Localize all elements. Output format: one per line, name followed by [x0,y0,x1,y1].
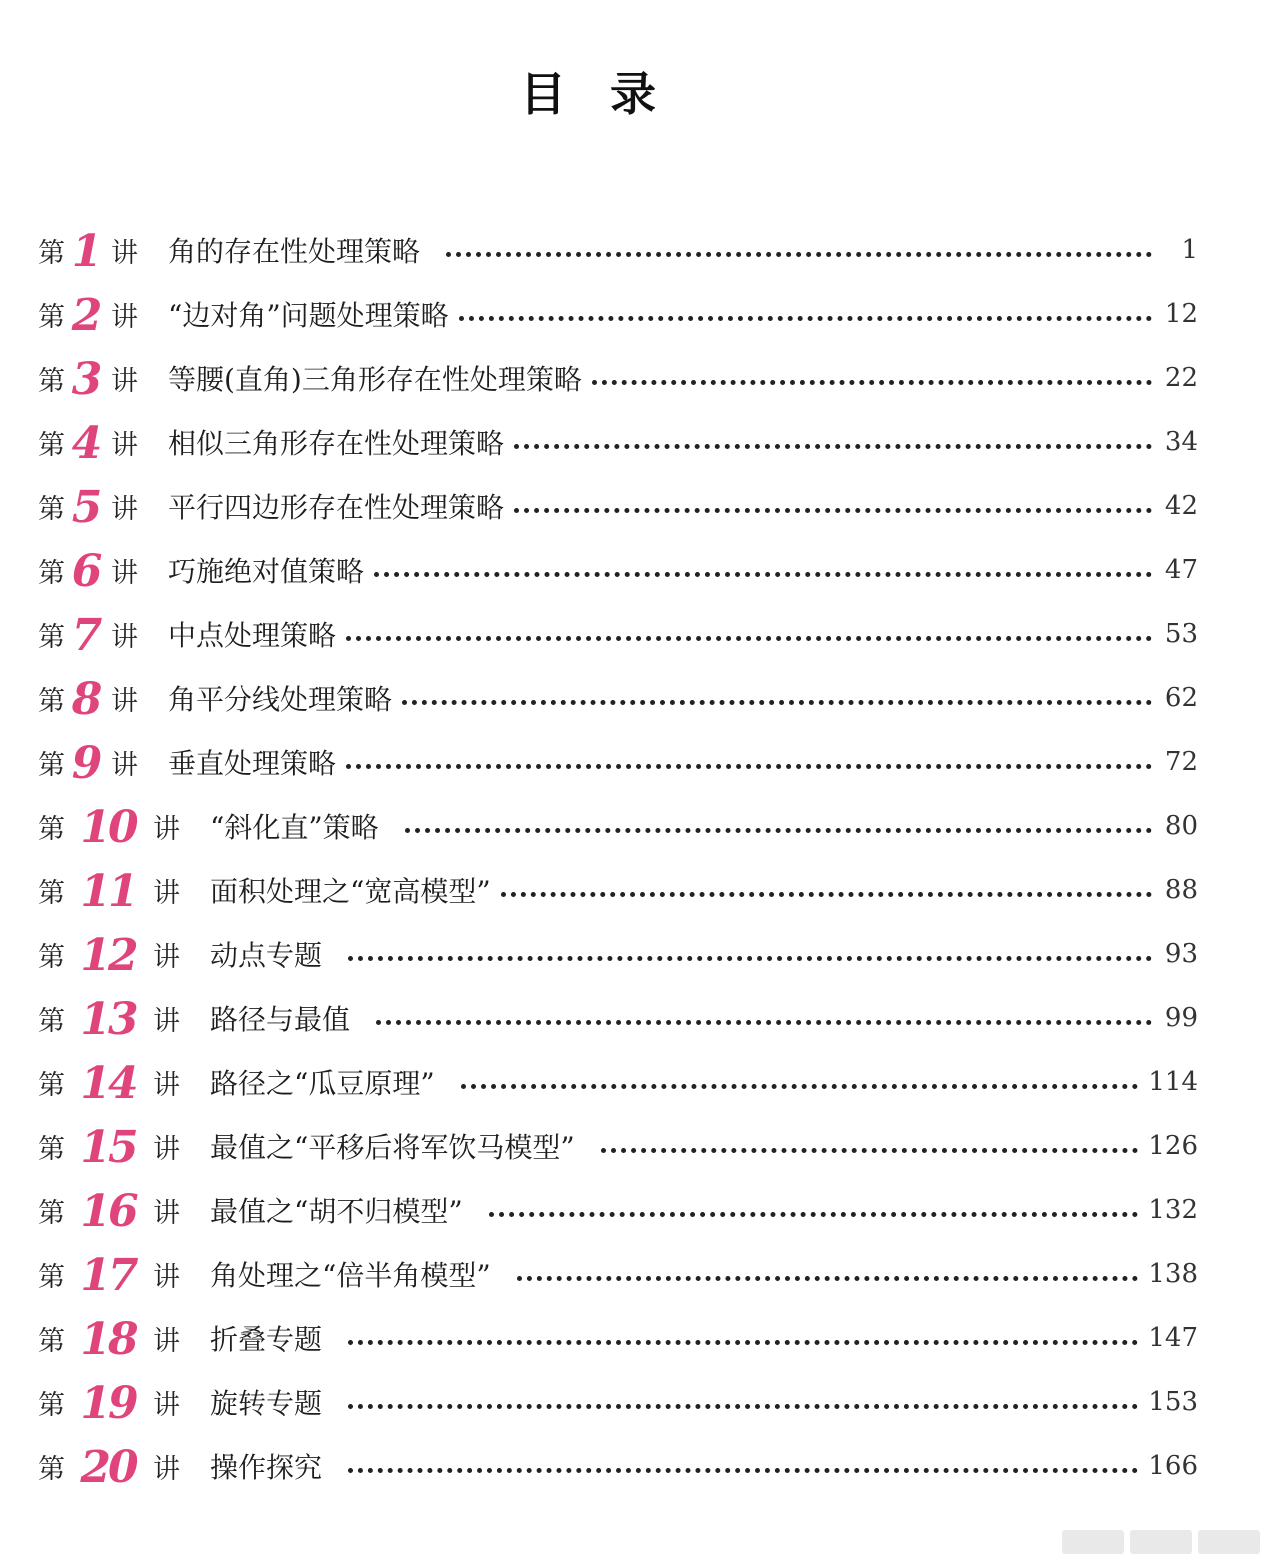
lecture-prefix: 第 [38,237,65,269]
toc-entry[interactable] [38,346,1198,410]
page-number: 22 [1164,363,1198,393]
toc-entry[interactable] [38,538,1198,602]
lecture-label [38,610,138,661]
table-of-contents [38,218,1198,1498]
lecture-title: “边对角”问题处理策略 [168,299,449,332]
toc-entry[interactable] [38,602,1198,666]
page-number: 12 [1164,299,1198,329]
dot-leader [346,764,1152,769]
lecture-title: 旋转专题 [210,1387,323,1420]
lecture-prefix: 第 [38,301,65,333]
dot-leader [346,636,1152,641]
lecture-suffix: 讲 [111,749,138,781]
lecture-suffix: 讲 [153,1069,180,1101]
lecture-prefix: 第 [38,685,65,717]
lecture-label [38,930,180,981]
lecture-suffix: 讲 [153,1325,180,1357]
dot-leader [374,572,1152,577]
page-number: 99 [1164,1003,1198,1033]
dot-leader [402,700,1152,705]
lecture-suffix: 讲 [111,429,138,461]
lecture-label [38,226,138,277]
dot-leader [501,892,1152,897]
toc-entry[interactable] [38,410,1198,474]
lecture-title: 巧施绝对值策略 [168,555,365,588]
lecture-prefix: 第 [38,749,65,781]
lecture-prefix: 第 [38,1389,65,1421]
lecture-number: 5 [71,482,103,533]
lecture-number: 3 [71,354,103,405]
dot-leader [376,1020,1152,1025]
lecture-label [38,1058,180,1109]
lecture-suffix: 讲 [153,813,180,845]
dot-leader [405,828,1152,833]
dot-leader [348,1468,1138,1473]
lecture-title: 动点专题 [210,939,323,972]
lecture-prefix: 第 [38,1197,65,1229]
lecture-suffix: 讲 [153,1197,180,1229]
lecture-prefix: 第 [38,429,65,461]
lecture-number: 2 [71,290,103,341]
lecture-title: 角处理之“倍半角模型” [210,1259,491,1292]
dot-leader [459,316,1152,321]
lecture-label [38,1122,180,1173]
page-number: 1 [1181,235,1198,265]
lecture-prefix: 第 [38,493,65,525]
page-number: 132 [1148,1195,1198,1225]
lecture-label [38,738,138,789]
lecture-label [38,1378,180,1429]
lecture-label [38,994,180,1045]
lecture-label [38,418,138,469]
lecture-label [38,546,138,597]
lecture-prefix: 第 [38,1133,65,1165]
lecture-label [38,1442,180,1493]
lecture-number: 12 [80,930,136,981]
lecture-label [38,674,138,725]
lecture-prefix: 第 [38,813,65,845]
toc-entry[interactable] [38,922,1198,986]
page-number: 72 [1164,747,1198,777]
toc-entry[interactable] [38,730,1198,794]
page-number: 88 [1164,875,1198,905]
lecture-title: 平行四边形存在性处理策略 [168,491,505,524]
toc-entry[interactable] [38,1050,1198,1114]
lecture-prefix: 第 [38,365,65,397]
lecture-title: 角的存在性处理策略 [168,235,421,268]
lecture-number: 8 [71,674,103,725]
lecture-prefix: 第 [38,1261,65,1293]
dot-leader [601,1148,1139,1153]
lecture-suffix: 讲 [111,493,138,525]
lecture-number: 16 [80,1186,136,1237]
dot-leader [446,252,1152,257]
page-number: 138 [1148,1259,1198,1289]
lecture-number: 13 [80,994,136,1045]
lecture-title: 相似三角形存在性处理策略 [168,427,505,460]
lecture-title: 中点处理策略 [168,619,337,652]
lecture-title: 路径之“瓜豆原理” [210,1067,435,1100]
toc-entry[interactable] [38,1178,1198,1242]
lecture-label [38,482,138,533]
dot-leader [348,1340,1138,1345]
page-number: 47 [1164,555,1198,585]
lecture-number: 11 [80,866,136,917]
lecture-label [38,1314,180,1365]
lecture-prefix: 第 [38,941,65,973]
lecture-title: 最值之“平移后将军饮马模型” [210,1131,575,1164]
lecture-prefix: 第 [38,1325,65,1357]
lecture-number: 18 [80,1314,136,1365]
lecture-suffix: 讲 [153,1453,180,1485]
dot-leader [489,1212,1139,1217]
lecture-suffix: 讲 [111,301,138,333]
lecture-title: 路径与最值 [210,1003,351,1036]
watermark-block [1062,1530,1124,1554]
watermark [1062,1530,1260,1554]
dot-leader [517,1276,1139,1281]
lecture-prefix: 第 [38,877,65,909]
lecture-title: 角平分线处理策略 [168,683,393,716]
toc-entry[interactable] [38,666,1198,730]
lecture-prefix: 第 [38,1005,65,1037]
lecture-label [38,866,180,917]
lecture-suffix: 讲 [153,1389,180,1421]
toc-entry[interactable] [38,858,1198,922]
lecture-suffix: 讲 [111,621,138,653]
lecture-suffix: 讲 [111,685,138,717]
lecture-number: 7 [71,610,103,661]
lecture-label [38,802,180,853]
toc-entry[interactable] [38,474,1198,538]
page-number: 147 [1148,1323,1198,1353]
page-number: 42 [1164,491,1198,521]
watermark-block [1130,1530,1192,1554]
lecture-number: 10 [80,802,136,853]
lecture-number: 15 [80,1122,136,1173]
lecture-suffix: 讲 [111,237,138,269]
dot-leader [514,508,1152,513]
page-number: 34 [1164,427,1198,457]
page-number: 166 [1148,1451,1198,1481]
page-number: 53 [1164,619,1198,649]
page-number: 114 [1148,1067,1198,1097]
lecture-number: 6 [71,546,103,597]
lecture-label [38,1186,180,1237]
lecture-number: 20 [80,1442,136,1493]
lecture-suffix: 讲 [153,877,180,909]
lecture-suffix: 讲 [111,557,138,589]
lecture-suffix: 讲 [153,941,180,973]
lecture-number: 19 [80,1378,136,1429]
dot-leader [592,380,1152,385]
dot-leader [348,1404,1138,1409]
toc-entry[interactable] [38,1434,1198,1498]
lecture-title: “斜化直”策略 [210,811,379,844]
toc-entry[interactable] [38,1306,1198,1370]
page-number: 93 [1164,939,1198,969]
lecture-title: 等腰(直角)三角形存在性处理策略 [168,363,582,396]
toc-entry[interactable] [38,1242,1198,1306]
page-number: 62 [1164,683,1198,713]
lecture-suffix: 讲 [111,365,138,397]
dot-leader [514,444,1152,449]
toc-entry[interactable] [38,1370,1198,1434]
lecture-label [38,1250,180,1301]
toc-entry[interactable] [38,218,1198,282]
lecture-suffix: 讲 [153,1005,180,1037]
page-number: 80 [1164,811,1198,841]
lecture-number: 9 [71,738,103,789]
lecture-number: 14 [80,1058,136,1109]
lecture-prefix: 第 [38,1453,65,1485]
lecture-suffix: 讲 [153,1261,180,1293]
lecture-number: 4 [71,418,103,469]
dot-leader [461,1084,1139,1089]
page-number: 126 [1148,1131,1198,1161]
page-number: 153 [1148,1387,1198,1417]
dot-leader [348,956,1152,961]
lecture-title: 最值之“胡不归模型” [210,1195,463,1228]
page-title: 目 录 [519,67,670,121]
lecture-title: 垂直处理策略 [168,747,337,780]
lecture-prefix: 第 [38,621,65,653]
lecture-number: 1 [71,226,103,277]
watermark-block [1198,1530,1260,1554]
lecture-title: 折叠专题 [210,1323,323,1356]
toc-entry[interactable] [38,282,1198,346]
toc-entry[interactable] [38,1114,1198,1178]
lecture-suffix: 讲 [153,1133,180,1165]
lecture-prefix: 第 [38,1069,65,1101]
lecture-title: 操作探究 [210,1451,323,1484]
lecture-number: 17 [80,1250,136,1301]
toc-entry[interactable] [38,794,1198,858]
lecture-label [38,354,138,405]
toc-entry[interactable] [38,986,1198,1050]
lecture-title: 面积处理之“宽高模型” [210,875,491,908]
lecture-label [38,290,138,341]
lecture-prefix: 第 [38,557,65,589]
